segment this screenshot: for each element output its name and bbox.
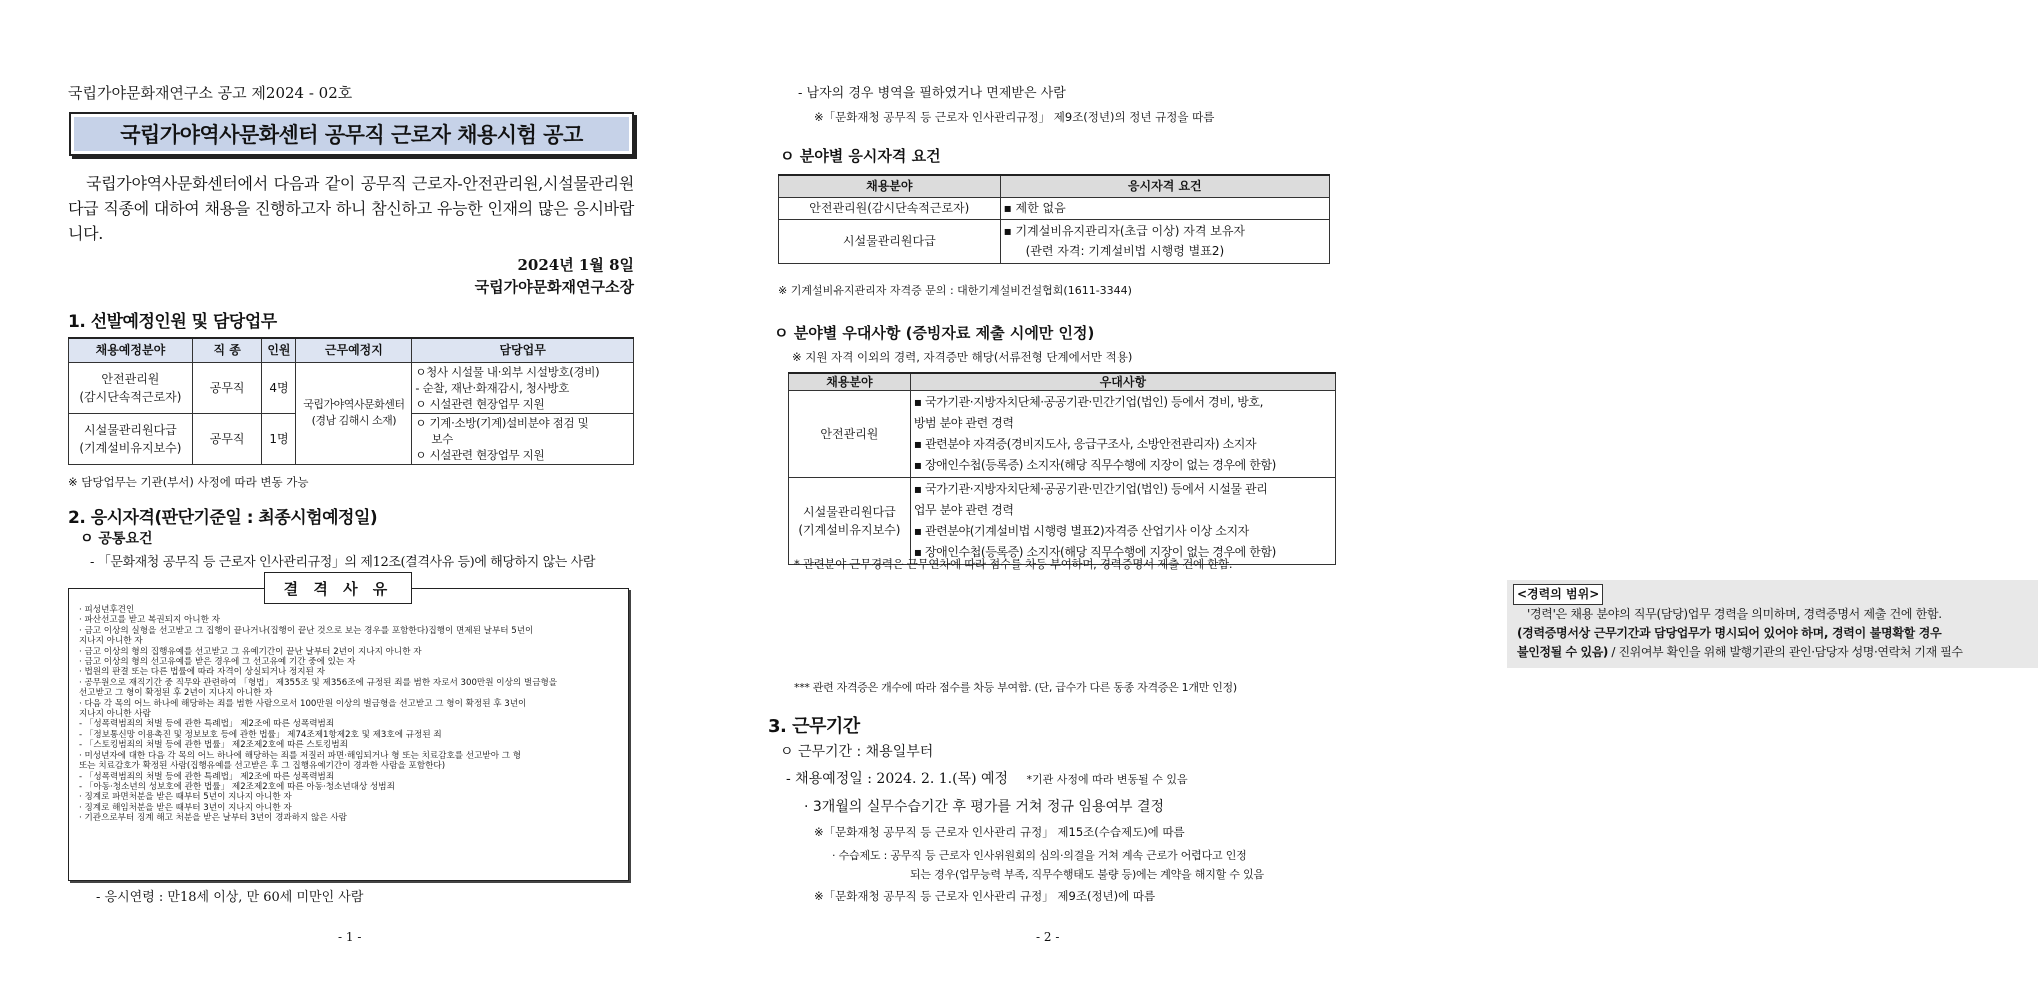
table-row [779,197,1330,219]
job-type-cell: 공무직 [192,362,262,413]
career-line-rest: / 진위여부 확인을 위해 발행기관의 관인·담당자 성명·연락처 기재 필수 [1608,645,1963,659]
table-header: 직 종 [192,338,262,362]
table-header: 인원 [262,338,296,362]
disq-item: · 징계로 파면처분을 받은 때부터 5년이 지나지 아니한 자 [79,792,292,803]
positions-table [68,337,634,465]
career-line: '경력'은 채용 분야의 직무(담당)업무 경력을 의미하며, 경력증명서 제출 건에 한함. [1527,607,1942,621]
disq-item: 또는 치료감호가 확정된 사람(집행유예를 선고받은 후 그 집행유예기간이 경과한 사람을 포함한다) [79,761,446,772]
field-name: 시설물관리원다급 [803,505,896,519]
field-cell: 안전관리원 [789,391,911,478]
work-period: ㅇ 근무기간 : 채용일부터 [780,744,934,760]
table-header: 근무예정지 [296,338,412,362]
table-row [69,362,634,413]
cert-note: *** 관련 자격증은 개수에 따라 점수를 차등 부여함. (단, 급수가 다른 동종 자격증은 1개만 인정) [794,681,1237,694]
table-header: 응시자격 요건 [1000,175,1329,197]
field-cell: 안전관리원(감시단속적근로자) [779,197,1001,219]
preference-item: ▪ 관련분야(기계설비법 시행령 별표2)자격증 산업기사 이상 소지자 [913,524,1249,538]
disq-item: · 징계로 해임처분을 받은 때부터 3년이 지나지 아니한 자 [79,802,292,813]
career-line-bold: (경력증명서상 근무기간과 담당업무가 명시되어 있어야 하며, 경력이 불명확할 경우 [1517,626,1942,640]
duty-item: ㅇ청사 시설물 내·외부 시설방호(경비) [415,364,600,379]
page-title: 국립가야역사문화센터 공무직 근로자 채용시험 공고 [74,117,629,151]
duty-item: - 순찰, 재난·화재감시, 청사방호 [415,380,570,395]
disq-item: 지나지 아니한 자 [79,636,143,647]
field-name: 안전관리원 [101,371,160,386]
disq-item: · 미성년자에 대한 다음 각 목의 어느 하나에 해당하는 죄를 저질러 파면·해임되거나 형 또는 치료감호를 선고받아 그 형 [79,750,522,761]
preference-cell [910,478,1335,565]
requirement-cell: ▪ 제한 없음 [1000,197,1329,219]
preference-item: ▪ 국가기관·지방자치단체·공공기관·민간기업(법인) 등에서 시설물 관리 [913,482,1268,496]
field-subtitle: (감시단속적근로자) [79,389,182,404]
location-cell [296,362,412,464]
page-2 [702,0,1963,992]
disqualification-box [68,588,629,881]
duty-item: ㅇ 기계·소방(기계)설비분야 점검 및 [415,415,589,430]
duty-item: ㅇ 시설관련 현장업무 지원 [415,396,545,411]
field-cell [69,413,193,464]
page-1 [0,0,702,992]
disqualification-title: 결 격 사 유 [264,572,412,604]
duty-item: 보수 [431,431,453,446]
disq-item: · 금고 이상의 실형을 선고받고 그 집행이 끝나거나(집행이 끝난 것으로 보는 경우를 포함한다)집행이 면제된 날부터 5년이 [79,625,534,636]
disq-item: · 다음 각 목의 어느 하나에 해당하는 죄를 범한 사람으로서 100만원 이상의 벌금형을 선고받고 그 형이 확정된 후 3년이 [79,698,527,709]
age-requirement: - 응시연령 : 만18세 이상, 만 60세 미만인 사람 [96,890,364,905]
title-box [69,112,634,156]
section-1-title: 1. 선발예정인원 및 담당업무 [68,312,277,332]
retirement-note: ※「문화재청 공무직 등 근로자 인사관리규정」 제9조(정년)의 정년 규정을 따름 [814,110,1215,124]
disq-item: - 「성폭력범죄의 처벌 등에 관한 특례법」 제2조에 따른 성폭력범죄 [79,771,335,782]
notice-number: 국립가야문화재연구소 공고 제2024 - 02호 [68,84,353,102]
disq-item: · 파산선고를 받고 복권되지 아니한 자 [79,615,220,626]
preference-item: ▪ 장애인수첩(등록증) 소지자(해당 직무수행에 지장이 없는 경우에 한함) [913,458,1276,472]
headcount-cell: 1명 [262,413,296,464]
field-subtitle: (기계설비유지보수) [79,440,182,455]
military-req: - 남자의 경우 병역을 필하였거나 면제받은 사람 [798,86,1066,101]
table-header: 우대사항 [910,373,1335,391]
duties-cell [412,362,634,413]
duties-note: ※ 담당업무는 기관(부서) 사정에 따라 변동 가능 [68,475,309,489]
duties-cell [412,413,634,464]
preference-item: 방범 분야 관련 경력 [913,416,1014,430]
career-scope-title: <경력의 범위> [1513,584,1603,605]
disq-item: · 금고 이상의 형의 집행유예를 선고받고 그 유예기간이 끝난 날부터 2년이 지나지 아니한 자 [79,646,422,657]
disq-item: · 법원의 판결 또는 다른 법률에 따라 자격이 상실되거나 정지된 자 [79,667,325,678]
field-cell [789,478,911,565]
disq-item: - 「아동·청소년의 성보호에 관한 법률」 제2조제2호에 따른 아동·청소년대상 성범죄 [79,781,395,792]
qualification-heading: ㅇ 분야별 응시자격 요건 [780,147,941,165]
probation-definition: · 수습제도 : 공무직 등 근로자 인사위원회의 심의·의결을 거쳐 계속 근로가 어렵다고 인정 [832,849,1247,862]
table-row [789,478,1336,565]
preference-item: ▪ 관련분야 자격증(경비지도사, 응급구조사, 소방안전관리자) 소지자 [913,437,1257,451]
notice-date: 2024년 1월 8일 [517,256,634,274]
table-row [789,391,1336,478]
location-address: (경남 김해시 소재) [311,414,397,427]
qualification-note: ※ 기계설비유지관리자 자격증 문의 : 대한기계설비건설협회(1611-3344) [778,284,1132,297]
requirement-line: ▪ 기계설비유지관리자(초급 이상) 자격 보유자 [1003,224,1246,238]
table-header: 채용분야 [789,373,911,391]
section-2-title: 2. 응시자격(판단기준일 : 최종시험예정일) [68,508,378,528]
disq-item: · 공무원으로 재직기간 중 직무와 관련하여 「형법」 제355조 및 제356조에 규정된 죄를 범한 자로서 300만원 이상의 벌금형을 [79,677,558,688]
table-header: 채용분야 [779,175,1001,197]
preference-table [788,372,1336,565]
table-header-row [779,175,1330,197]
common-req-desc: - 「문화재청 공무직 등 근로자 인사관리규정」의 제12조(결격사유 등)에 해당하지 않는 사람 [90,555,595,570]
headcount-cell: 4명 [262,362,296,413]
disq-item: 선고받고 그 형이 확정된 후 2년이 지나지 아니한 자 [79,688,273,699]
career-scope-box [1507,580,2038,668]
preference-heading: ㅇ 분야별 우대사항 (증빙자료 제출 시에만 인정) [774,324,1095,342]
common-req-heading: ㅇ 공통요건 [80,531,153,547]
section-3-title: 3. 근무기간 [768,716,860,737]
requirement-line: (관련 자격: 기계설비법 시행령 별표2) [1025,244,1225,258]
field-name: 시설물관리원다급 [84,422,177,437]
disq-item: - 「성폭력범죄의 처벌 등에 관한 특례법」 제2조에 따른 성폭력범죄 [79,719,335,730]
issuing-org: 국립가야문화재연구소장 [474,278,634,296]
location-name: 국립가야역사문화센터 [303,398,405,411]
probation-line: · 3개월의 실무수습기간 후 평가를 거쳐 정규 임용여부 결정 [804,799,1165,815]
page-number: - 1 - [338,930,362,944]
disq-item: - 「정보통신망 이용촉진 및 정보보호 등에 관한 법률」 제74조제1항제2호 및 제3호에 규정된 죄 [79,729,442,740]
disq-item: · 금고 이상의 형의 선고유예를 받은 경우에 그 선고유예 기간 중에 있는 자 [79,657,356,668]
disq-item: · 기관으로부터 징계 해고 처분을 받은 날부터 3년이 경과하지 않은 사람 [79,813,347,824]
start-date-line [786,768,1188,788]
table-header-row [69,338,634,362]
disq-item: · 피성년후견인 [79,605,135,615]
page-number: - 2 - [1036,930,1060,944]
probation-rule: ※「문화재청 공무직 등 근로자 인사관리 규정」 제15조(수습제도)에 따름 [814,825,1185,839]
table-header: 채용예정분야 [69,338,193,362]
job-type-cell: 공무직 [192,413,262,464]
retirement-rule: ※「문화재청 공무직 등 근로자 인사관리 규정」 제9조(정년)에 따름 [814,889,1156,903]
start-date-note: *기관 사정에 따라 변동될 수 있음 [1026,773,1188,786]
probation-definition-cont: 되는 경우(업무능력 부족, 직무수행태도 불량 등)에는 계약을 해지할 수 있음 [910,868,1264,881]
career-line-bold: 불인정될 수 있음) [1517,645,1608,659]
start-date: - 채용예정일 : 2024. 2. 1.(목) 예정 [786,771,1009,787]
preference-footnote: * 관련분야 근무경력은 근무연차에 따라 점수를 차등 부여하며, 경력증명서 제출 건에 한함. [794,557,1233,571]
requirement-cell [1000,219,1329,263]
table-header-row [789,373,1336,391]
duty-item: ㅇ 시설관련 현장업무 지원 [415,447,545,462]
field-cell: 시설물관리원다급 [779,219,1001,263]
preference-cell [910,391,1335,478]
career-line [1513,643,2032,662]
disq-item: - 「스토킹범죄의 처벌 등에 관한 법률」 제2조제2호에 따른 스토킹범죄 [79,740,348,751]
preference-item: ▪ 국가기관·지방자치단체·공공기관·민간기업(법인) 등에서 경비, 방호, [913,395,1264,409]
preference-item: 업무 분야 관련 경력 [913,503,1014,517]
intro-paragraph: 국립가야역사문화센터에서 다음과 같이 공무직 근로자-안전관리원,시설물관리원다급 직종에 대하여 채용을 진행하고자 하니 참신하고 유능한 인재의 많은 응시바랍니다. [68,174,634,243]
preference-item: ▪ 장애인수첩(등록증) 소지자(해당 직무수행에 지장이 없는 경우에 한함) [913,545,1276,559]
field-cell [69,362,193,413]
field-subtitle: (기계설비유지보수) [798,523,901,537]
table-header: 담당업무 [412,338,634,362]
table-row [779,219,1330,263]
preference-note: ※ 지원 자격 이외의 경력, 자격증만 해당(서류전형 단계에서만 적용) [792,350,1133,364]
disq-item: 지나지 아니한 사람 [79,709,151,720]
qualification-table [778,174,1330,264]
